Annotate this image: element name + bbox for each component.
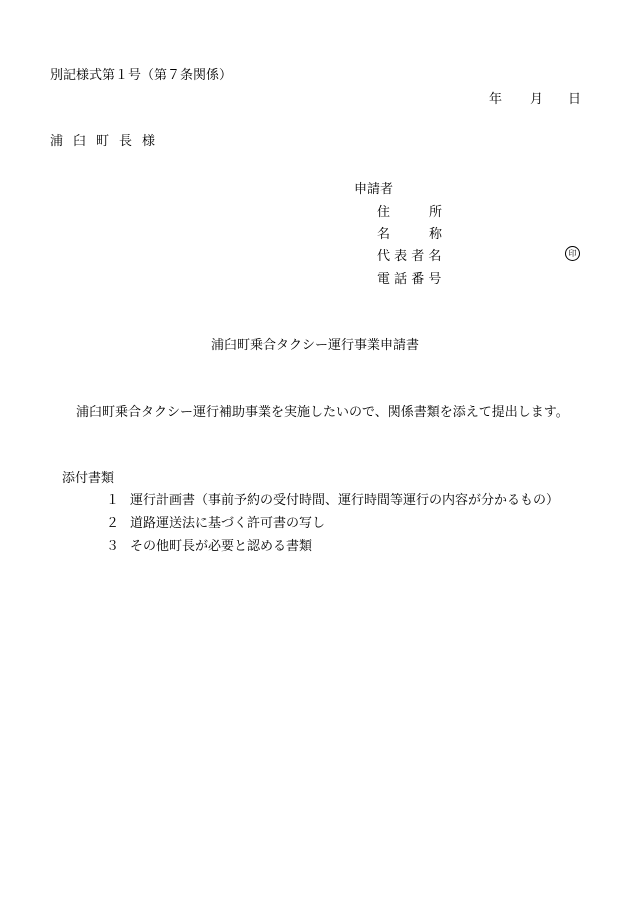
applicant-representative-label: 代 表 者 名 — [377, 249, 442, 264]
applicant-phone-label: 電 話 番 号 — [377, 272, 442, 287]
attachment-text: その他町長が必要と認める書類 — [130, 539, 313, 554]
date-year-label: 年 — [489, 92, 503, 107]
date-month-label: 月 — [530, 92, 544, 107]
applicant-address-label: 住 所 — [377, 205, 443, 220]
seal-mark: 印 — [565, 246, 580, 261]
attachment-number: ２ — [106, 516, 120, 531]
document-title: 浦臼町乗合タクシー運行事業申請書 — [210, 338, 419, 353]
form-number: 別記様式第１号（第７条関係） — [50, 68, 233, 83]
date-day-label: 日 — [568, 92, 582, 107]
addressee: 浦臼町長様 — [50, 134, 166, 149]
body-text: 浦臼町乗合タクシー運行補助事業を実施したいので、関係書類を添えて提出します。 — [76, 405, 569, 420]
attachment-number: ３ — [106, 539, 120, 554]
attachments-heading: 添付書類 — [62, 471, 115, 486]
attachment-text: 運行計画書（事前予約の受付時間、運行時間等運行の内容が分かるもの） — [130, 493, 560, 508]
applicant-name-label: 名 称 — [377, 227, 443, 242]
applicant-heading: 申請者 — [354, 182, 394, 197]
attachment-number: １ — [106, 493, 120, 508]
attachment-text: 道路運送法に基づく許可書の写し — [130, 516, 326, 531]
